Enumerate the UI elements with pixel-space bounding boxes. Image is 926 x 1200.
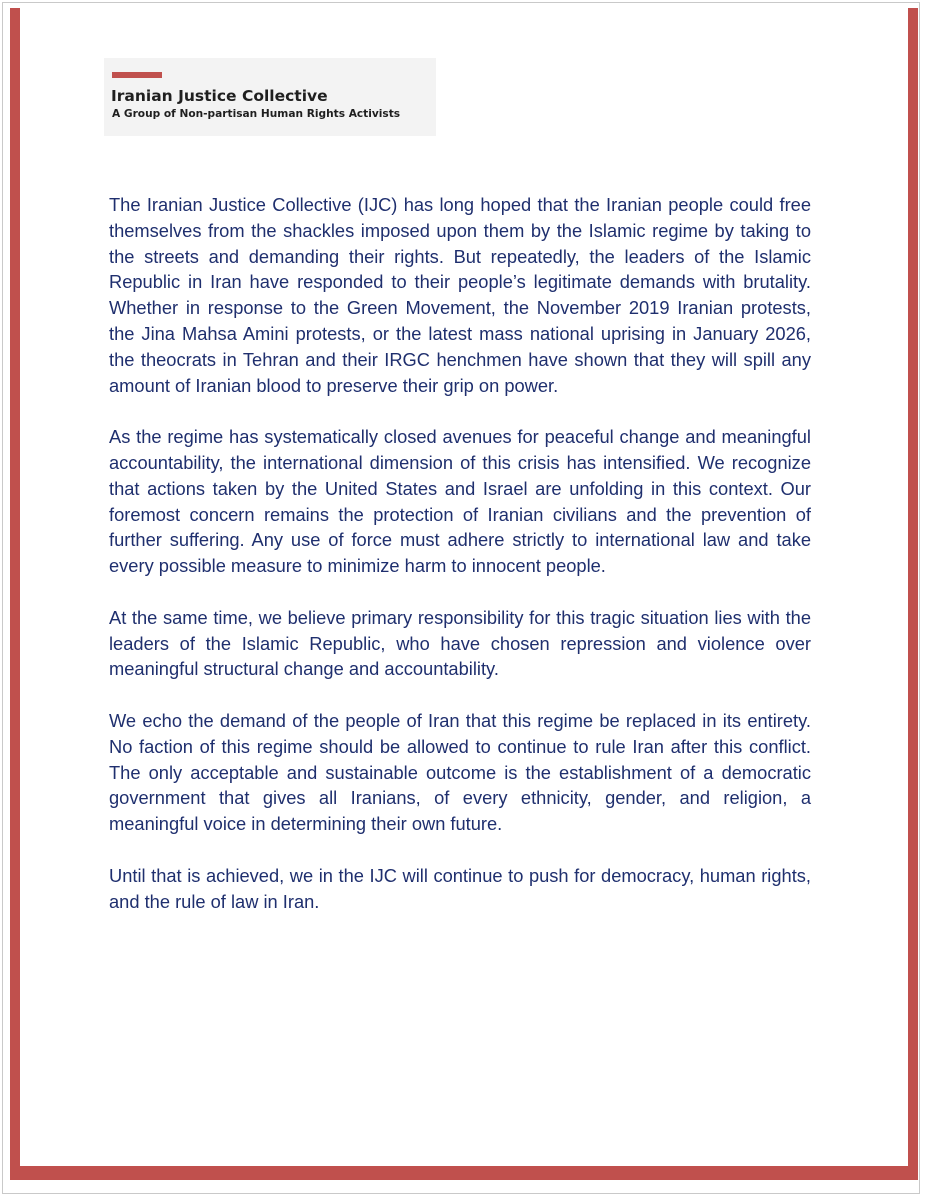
page-border-bottom <box>20 1166 908 1180</box>
org-tagline: A Group of Non-partisan Human Rights Activists <box>112 108 401 120</box>
page-border-left <box>10 8 20 1180</box>
paragraph-3: At the same time, we believe primary responsibility for this tragic situation lies with the leaders of the Islamic Republic, who have chosen repression and violence over meaningful structural change and accountability. <box>109 606 811 680</box>
org-name: Iranian Justice Collective <box>111 87 328 105</box>
paragraph-4: We echo the demand of the people of Iran that this regime be replaced in its entirety. No faction of this regime should be allowed to continue to rule Iran after this conflict. The only acceptable and sustainable outcome is the establishment of a democratic government that gives all Iranians, of every ethnicity, gender, and religion, a meaningful voice in determining their own future. <box>109 709 811 835</box>
statement-body <box>109 192 811 914</box>
paragraph-5: Until that is achieved, we in the IJC will continue to push for democracy, human rights, and the rule of law in Iran. <box>109 864 811 912</box>
page-border-right <box>908 8 918 1180</box>
paragraph-2: As the regime has systematically closed avenues for peaceful change and meaningful accountability, the international dimension of this crisis has intensified. We recognize that actions taken by the United States and Israel are unfolding in this context. Our foremost concern remains the protection of Iranian civilians and the prevention of further suffering. Any use of force must adhere strictly to international law and take every possible measure to minimize harm to innocent people. <box>109 426 811 577</box>
paragraph-1: The Iranian Justice Collective (IJC) has long hoped that the Iranian people could free themselves from the shackles imposed upon them by the Islamic regime by taking to the streets and demanding their rights. But repeatedly, the leaders of the Islamic Republic in Iran have responded to their people’s legitimate demands with brutality. Whether in response to the Green Movement, the November 2019 Iranian protests, the Jina Mahsa Amini protests, or the latest mass national uprising in January 2026, the theocrats in Tehran and their IRGC henchmen have shown that they will spill any amount of Iranian blood to preserve their grip on power. <box>109 194 811 396</box>
logo-accent-bar <box>112 72 162 78</box>
letterhead-logo <box>104 58 436 136</box>
